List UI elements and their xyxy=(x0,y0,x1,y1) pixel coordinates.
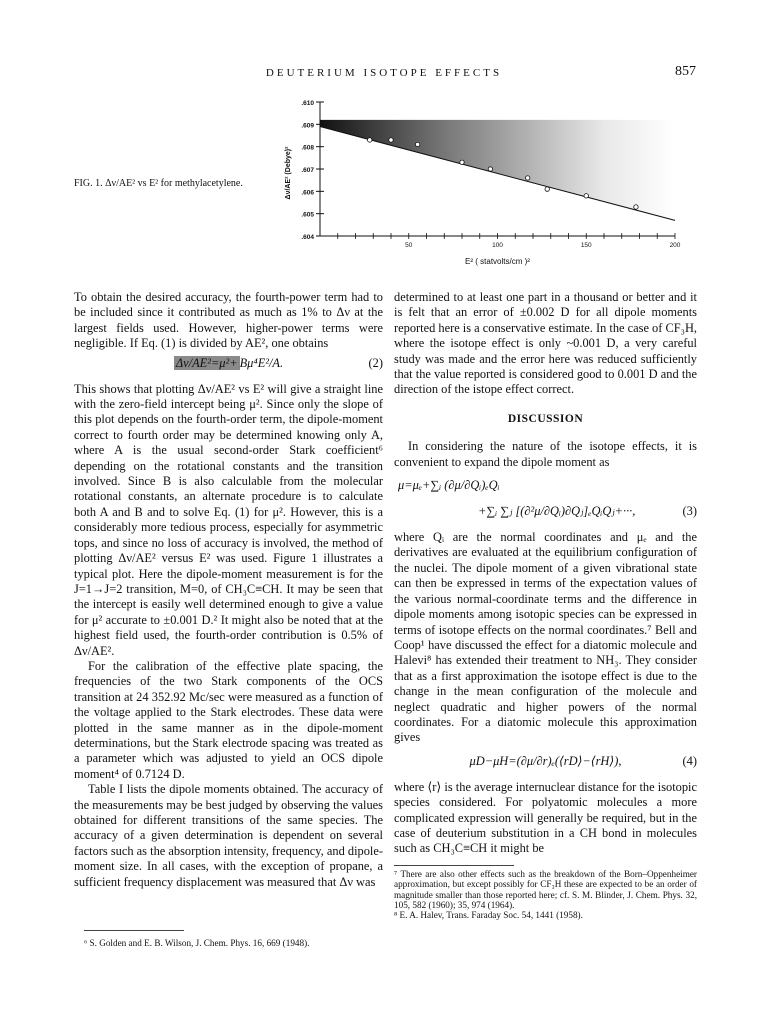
left-footnote-rule xyxy=(84,930,184,931)
equation-3-line-2 xyxy=(394,504,697,526)
left-paragraph-2: This shows that plotting Δν/AE² vs E² will give a straight line with the zero-field intercept being μ². Since only the slope of this plot depends on the fourth-order term, the dipole-moment correct to fourth order may be determined knowing only A, where A is the usual second-order Stark coefficient⁶ depending on the rotational constants and the transition involved. Since B is also calculable from the molecular rotational constants, an alternate procedure is to calculate both A and B and to solve Eq. (1) for μ². However, this is a considerably more tedious process, especially for asymmetric tops, and since no loss of accuracy is involved, the method of plotting Δν/AE² versus E² was used. Figure 1 illustrates a typical plot. Here the dipole-moment measurement is for the J=1→J=2 transition, M=0, of CH₃C≡CH. It may be seen that the intercept is easily well determined enough to give a value for μ² accurate to ±0.001 D.² It might also be noted that at the highest field used, the fourth-order contribution is 0.5% of Δν/AE². xyxy=(74,381,383,658)
equation-2-lhs: Δν/AE²=μ²+ xyxy=(175,355,238,370)
y-tick-label: .605 xyxy=(301,211,314,219)
left-paragraph-3: For the calibration of the effective plate spacing, the frequencies of the two Stark components of the OCS transition at 24 352.92 Mc/sec were measured as a function of the voltage applied to the Stark electrodes. These data were plotted in the same manner as in the dipole-moment determinations, but the Stark electrode spacing was treated as a parameter which was adjusted to yield an OCS dipole moment⁴ of 0.7124 D. xyxy=(74,658,383,781)
footnote-8: ⁸ E. A. Halev, Trans. Faraday Soc. 54, 1441 (1958). xyxy=(394,910,583,921)
page-number: 857 xyxy=(675,64,696,79)
data-point xyxy=(545,187,549,191)
data-point xyxy=(415,142,419,146)
x-axis-label: E² ( statvolts/cm )² xyxy=(465,257,530,266)
y-tick-label: .606 xyxy=(301,189,314,197)
equation-4 xyxy=(394,754,697,776)
right-paragraph-2: In considering the nature of the isotope effects, it is convenient to expand the dipole moment as xyxy=(394,439,697,469)
y-tick-label: .610 xyxy=(301,100,314,107)
left-column xyxy=(74,290,383,890)
data-point xyxy=(368,138,372,142)
scatter-chart xyxy=(270,96,690,276)
equation-3-line-1 xyxy=(394,478,697,500)
y-tick-label: .608 xyxy=(301,144,314,152)
y-tick-label: .609 xyxy=(301,122,314,130)
data-point xyxy=(488,167,492,171)
data-point xyxy=(584,194,588,198)
data-point xyxy=(460,160,464,164)
equation-4-body: μD−μH=(∂μ/∂r)ₑ(⟨rD⟩−⟨rH⟩), xyxy=(469,753,622,768)
x-tick-label: 50 xyxy=(405,242,413,249)
data-point xyxy=(389,138,393,142)
data-point xyxy=(525,176,529,180)
figure-1 xyxy=(270,96,690,276)
footnote-7: ⁷ There are also other effects such as the breakdown of the Born–Oppenheimer approximation, but except possibly for CF₃H these are expected to be an order of magnitude smaller than those reported here; cf. S. M. Blinder, J. Chem. Phys. 32, 105, 582 (1960); 35, 974 (1964). xyxy=(394,868,697,910)
x-tick-label: 100 xyxy=(492,242,503,249)
x-tick-label: 200 xyxy=(669,242,681,249)
left-paragraph-1: To obtain the desired accuracy, the fourth-power term had to be included since it contributed as much as 1% to Δν at the largest fields used. However, higher-power terms were negligible. If Eq. (1) is divided by AE², one obtains xyxy=(74,290,383,351)
right-paragraph-1: determined to at least one part in a thousand or better and it is felt that an error of ±0.002 D for all dipole moments reported here is a conservative estimate. In the case of CF₃H, where the isotope effect is only ~0.001 D, a very careful study was made and the error here was reduced sufficiently that the value reported is considered good to 0.001 D and the direction of the istope effect correct. xyxy=(394,290,697,397)
right-column xyxy=(394,290,697,921)
equation-4-number: (4) xyxy=(682,753,697,768)
equation-2-rhs: Bμ⁴E²/A. xyxy=(239,355,284,370)
equation-2 xyxy=(74,356,383,378)
equation-3-second: +∑ᵢ ∑ⱼ [(∂²μ/∂Qᵢ)∂Qⱼ]ₑQᵢQⱼ+···, xyxy=(478,504,636,519)
left-paragraph-4: Table I lists the dipole moments obtained. The accuracy of the measurements may be best judged by observing the values obtained for different transitions of the same species. The accuracy of a given determination is dependent on several factors such as the absorption intensity, frequency, and dipole-moment size. In all cases, with the exception of propane, a sufficient frequency displacement was measured that Δν was xyxy=(74,782,383,889)
right-paragraph-4: where ⟨r⟩ is the average internuclear distance for the isotopic species considered. For polyatomic molecules a more complicated expression will generally be required, but in the case of deuterium substitution in a CH bond in molecules such as CH₃C≡CH it might be xyxy=(394,779,697,856)
right-footnote-rule xyxy=(394,865,514,866)
shaded-region xyxy=(320,120,675,221)
running-header: DEUTERIUM ISOTOPE EFFECTS xyxy=(265,67,503,79)
right-paragraph-3: where Qᵢ are the normal coordinates and μₑ and the derivatives are evaluated at the equilibrium configuration of the nuclei. The dipole moment of a given vibrational state can then be expressed in terms of the expectation values of the various normal-coordinate terms and the difference in dipole moments among isotopic species can be expressed in terms of isotope effects on the normal coordinates.⁷ Bell and Coop¹ have discussed the effect for a diatomic molecule and Halevi⁸ has extended their treatment to NH₃. They consider that as a first approximation the isotope effect is due to the change in the mean configuration of the molecule and neglect quadratic and higher powers of the normal coordinates. For a diatomic molecule this approximation gives xyxy=(394,530,697,745)
section-heading: DISCUSSION xyxy=(507,412,584,425)
y-axis-label: Δν/AE² (Debye)² xyxy=(285,146,292,200)
footnote-6: ⁶ S. Golden and E. B. Wilson, J. Chem. Phys. 16, 669 (1948). xyxy=(84,938,310,948)
data-point xyxy=(634,205,638,209)
y-tick-label: .607 xyxy=(301,167,314,174)
equation-3-number: (3) xyxy=(682,504,697,519)
figure-caption: FIG. 1. Δν/AE² vs E² for methylacetylene. xyxy=(74,178,243,189)
equation-3-first: μ=μₑ+∑ᵢ (∂μ/∂Qᵢ)ₑQᵢ xyxy=(398,478,500,493)
equation-2-number: (2) xyxy=(368,355,383,370)
equation-2-body xyxy=(74,356,383,371)
x-tick-label: 150 xyxy=(580,242,592,249)
y-tick-label: .604 xyxy=(301,234,314,241)
